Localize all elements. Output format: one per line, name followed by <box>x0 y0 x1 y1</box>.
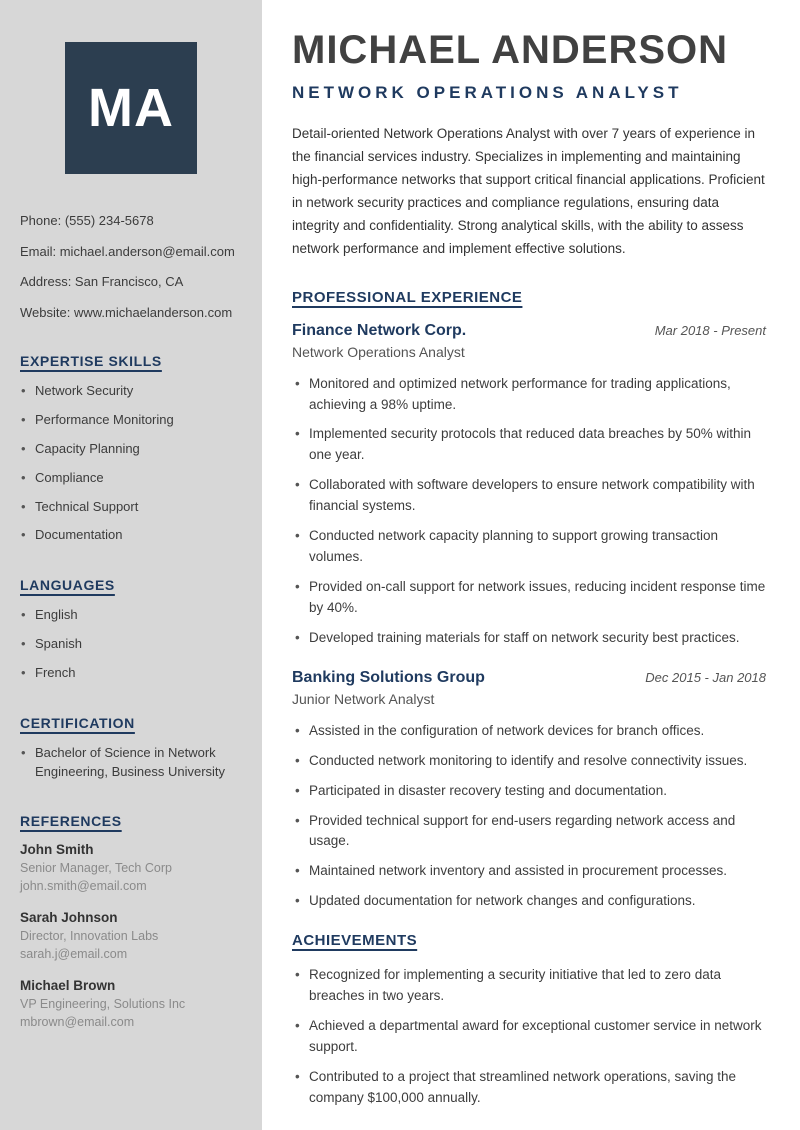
job-company: Banking Solutions Group <box>292 668 485 686</box>
contact-line: Phone: (555) 234-5678 <box>20 213 154 228</box>
reference-name: John Smith <box>20 842 94 858</box>
contact-line: Email: michael.anderson@email.com <box>20 243 235 259</box>
sidebar-section-title: LANGUAGES <box>20 577 115 594</box>
achievements-list <box>292 965 766 1109</box>
sidebar-list-item: • Network Security <box>20 382 242 401</box>
achievement-bullet: • Contributed to a project that streamlined network operations, saving the company $100,000 annually. <box>292 1067 766 1109</box>
contact-line: Address: San Francisco, CA <box>20 274 184 290</box>
sidebar <box>0 0 262 1130</box>
sidebar-section-list <box>20 606 242 683</box>
sidebar-list-item: • Spanish <box>20 635 242 654</box>
job-dates: Mar 2018 - Present <box>654 322 766 338</box>
sidebar-list-item: • Performance Monitoring <box>20 411 242 430</box>
job-dates: Dec 2015 - Jan 2018 <box>645 669 766 685</box>
sidebar-list-item: • French <box>20 664 242 683</box>
jobs-list <box>292 322 766 913</box>
job-bullet: • Conducted network capacity planning to support growing transaction volumes. <box>292 526 766 568</box>
job-bullet: • Provided technical support for end-users regarding network access and usage. <box>292 811 766 853</box>
job-bullet: • Assisted in the configuration of network devices for branch offices. <box>292 721 766 742</box>
sidebar-list-item: • English <box>20 606 242 625</box>
job-bullet: • Developed training materials for staff on network security best practices. <box>292 628 766 649</box>
reference-role: Director, Innovation Labs <box>20 929 159 944</box>
reference-email: john.smith@email.com <box>20 878 147 893</box>
job-bullet: • Conducted network monitoring to identify and resolve connectivity issues. <box>292 751 766 772</box>
job-header <box>292 669 766 687</box>
sidebar-section-title: CERTIFICATION <box>20 714 135 731</box>
main-content <box>262 0 800 1130</box>
job-bullet: • Monitored and optimized network performance for trading applications, achieving a 98% uptime. <box>292 374 766 416</box>
monogram-avatar: MA <box>65 42 197 174</box>
job-bullets <box>292 721 766 912</box>
sidebar-sections <box>20 353 242 1031</box>
achievements-section <box>292 932 766 1109</box>
experience-heading: PROFESSIONAL EXPERIENCE <box>292 288 523 306</box>
job-role: Junior Network Analyst <box>292 690 435 707</box>
reference-role: Senior Manager, Tech Corp <box>20 861 172 876</box>
job-bullet: • Provided on-call support for network issues, reducing incident response time by 40%. <box>292 577 766 619</box>
experience-section <box>292 289 766 913</box>
achievement-bullet: • Achieved a departmental award for exceptional customer service in network support. <box>292 1016 766 1058</box>
job-bullets <box>292 374 766 649</box>
reference-entry <box>20 978 242 1031</box>
reference-entry <box>20 910 242 963</box>
job-bullet: • Implemented security protocols that reduced data breaches by 50% within one year. <box>292 424 766 466</box>
person-name: MICHAEL ANDERSON <box>292 28 729 72</box>
job-title: NETWORK OPERATIONS ANALYST <box>292 83 683 102</box>
sidebar-section-title: REFERENCES <box>20 813 122 830</box>
sidebar-list-item: • Bachelor of Science in Network Engineering, Business University <box>20 744 242 782</box>
sidebar-section-list <box>20 382 242 545</box>
sidebar-section-title: EXPERTISE SKILLS <box>20 353 162 370</box>
job-bullet: • Collaborated with software developers to ensure network compatibility with financial systems. <box>292 475 766 517</box>
job-entry <box>292 322 766 649</box>
contact-list <box>20 212 242 321</box>
job-bullet: • Participated in disaster recovery testing and documentation. <box>292 781 766 802</box>
achievement-bullet: • Recognized for implementing a security initiative that led to zero data breaches in two years. <box>292 965 766 1007</box>
sidebar-list-item: • Capacity Planning <box>20 440 242 459</box>
job-entry <box>292 669 766 912</box>
sidebar-list-item: • Compliance <box>20 469 242 488</box>
reference-entry <box>20 842 242 895</box>
job-header <box>292 322 766 340</box>
job-role: Network Operations Analyst <box>292 343 465 360</box>
sidebar-list-item: • Documentation <box>20 526 242 545</box>
reference-name: Sarah Johnson <box>20 910 118 926</box>
reference-email: sarah.j@email.com <box>20 946 128 961</box>
reference-name: Michael Brown <box>20 978 116 994</box>
reference-email: mbrown@email.com <box>20 1014 135 1029</box>
sidebar-section-list <box>20 744 242 782</box>
contact-line: Website: www.michaelanderson.com <box>20 304 233 320</box>
job-company: Finance Network Corp. <box>292 321 467 339</box>
achievements-heading: ACHIEVEMENTS <box>292 932 418 950</box>
reference-role: VP Engineering, Solutions Inc <box>20 997 186 1012</box>
job-bullet: • Maintained network inventory and assisted in procurement processes. <box>292 861 766 882</box>
summary-paragraph: Detail-oriented Network Operations Analyst with over 7 years of experience in the financial services industry. Specializes in implementing and maintaining high-performance networks that support critical financial applications. Proficient in network security practices and compliance regulations, ensuring data integrity and confidentiality. Strong analytical skills, with the ability to assess network performance and implement effective solutions. <box>292 126 765 256</box>
job-bullet: • Updated documentation for network changes and configurations. <box>292 891 766 912</box>
sidebar-list-item: • Technical Support <box>20 498 242 517</box>
